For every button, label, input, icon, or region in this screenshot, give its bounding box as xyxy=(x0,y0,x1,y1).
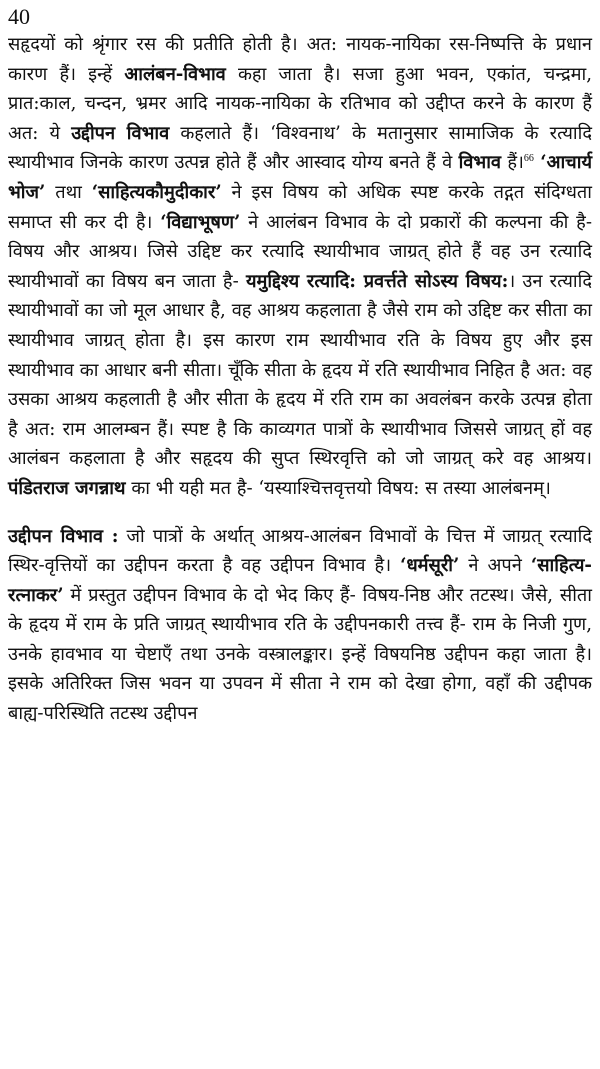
name-dharmasuri: ‘धर्मसूरी’ xyxy=(400,555,460,577)
text-run: का भी यही मत है- ‘यस्याश्चित्तवृत्तयो विषय: स तस्या आलंबनम्। xyxy=(125,477,551,499)
section-heading-uddipan-vibhav: उद्दीपन विभाव : xyxy=(8,525,119,547)
text-run: हैं। xyxy=(501,152,524,174)
term-uddipan-vibhav: उद्दीपन विभाव xyxy=(71,122,170,144)
text-run: कहा जाता है। सजा हुआ भवन, एकांत, चन्द्रमा, प्रात:काल, चन्दन, भ्रमर आदि नायक-नायिका के रतिभाव को उद्दीप्त करने के कारण हैं अत: ये xyxy=(8,63,592,144)
paragraph-vibhava-intro xyxy=(8,30,592,504)
text-run: जो पात्रों के अर्थात् आश्रय-आलंबन विभावों के चित्त में जाग्रत् रत्यादि स्थिर-वृत्तियों का उद्दीपन करता है वह उद्दीपन विभाव है। xyxy=(8,525,592,577)
page-number: 40 xyxy=(8,4,30,29)
name-vidyabhushan: ‘विद्याभूषण’ xyxy=(160,211,241,233)
paragraph-uddipan-vibhav xyxy=(8,522,592,729)
text-run: । उन रत्यादि स्थायीभावों का जो मूल आधार है, वह आश्रय कहलाता है जैसे राम को उद्दिष्ट कर सीता का स्थायीभाव जाग्रत् होता है। इस कारण राम स्थायीभाव रति के विषय हुए और इस स्थायीभाव का आधार बनी सीता। चूँकि सीता के हृदय में रति स्थायीभाव निहित है अत: वह उसका आश्रय कहलाती है और सीता के हृदय में रति राम का अवलंबन करके उत्पन्न होता है अत: राम आलम्बन हैं। स्पष्ट है कि काव्यगत पात्रों के स्थायीभाव जिससे जाग्रत् हों वह आलंबन कहलाता है और सहृदय की सुप्त स्थिरवृत्ति को जो जाग्रत् करे वह आश्रय। xyxy=(8,270,592,470)
text-run: सहृदयों को श्रृंगार रस की प्रतीति होती है। अत: नायक-नायिका रस-निष्पत्ति के प्रधान कारण हैं। इन्हें xyxy=(8,34,592,85)
footnote-marker: 66 xyxy=(523,153,534,165)
text-run: ने इस विषय को अधिक स्पष्ट करके तद्गत संदिग्धता समाप्त सी कर दी है। xyxy=(8,181,592,233)
term-vibhav: विभाव xyxy=(458,152,502,174)
text-run: कहलाते हैं। ‘विश्वनाथ’ के मतानुसार सामाजिक के रत्यादि स्थायीभाव जिनके कारण उत्पन्न होते हैं और आस्वाद योग्य बनते हैं वे xyxy=(8,122,592,174)
text-run: ने अपने xyxy=(459,555,531,577)
sanskrit-quote: यमुद्दिश्य रत्यादि: प्रवर्त्तते सोऽस्य विषय: xyxy=(245,270,509,292)
book-sahitya-ratnakar: ‘साहित्य-रत्नाकर’ xyxy=(8,555,592,606)
text-run: में प्रस्तुत उद्दीपन विभाव के दो भेद किए हैं- विषय-निष्ठ और तटस्थ। जैसे, सीता के हृदय में राम के प्रति जाग्रत् स्थायीभाव रति के उद्दीपनकारी तत्त्व हैं- राम के निजी गुण, उनके हावभाव या चेष्टाएँ तथा उनके वस्त्रालङ्कार। इन्हें विषयनिष्ठ उद्दीपन कहा जाता है। इसके अतिरिक्त जिस भवन या उपवन में सीता ने राम को देखा होगा, वहाँ की उद्दीपक बाह्य-परिस्थिति तटस्थ उद्दीपन xyxy=(8,584,592,725)
text-run: ने आलंबन विभाव के दो प्रकारों की कल्पना की है- विषय और आश्रय। जिसे उद्दिष्ट कर रत्यादि स्थायीभाव जाग्रत् होते हैं वह उन रत्यादि स्थायीभावों का विषय बन जाता है- xyxy=(8,211,592,292)
name-sahityakaumudikar: ‘साहित्यकौमुदीकार’ xyxy=(91,181,222,203)
text-run: तथा xyxy=(45,181,92,203)
name-acharya-bhoj: ‘आचार्य भोज’ xyxy=(8,152,592,203)
name-panditraj-jagannath: पंडितराज जगन्नाथ xyxy=(8,477,126,499)
term-alamban-vibhav: आलंबन-विभाव xyxy=(124,63,226,85)
